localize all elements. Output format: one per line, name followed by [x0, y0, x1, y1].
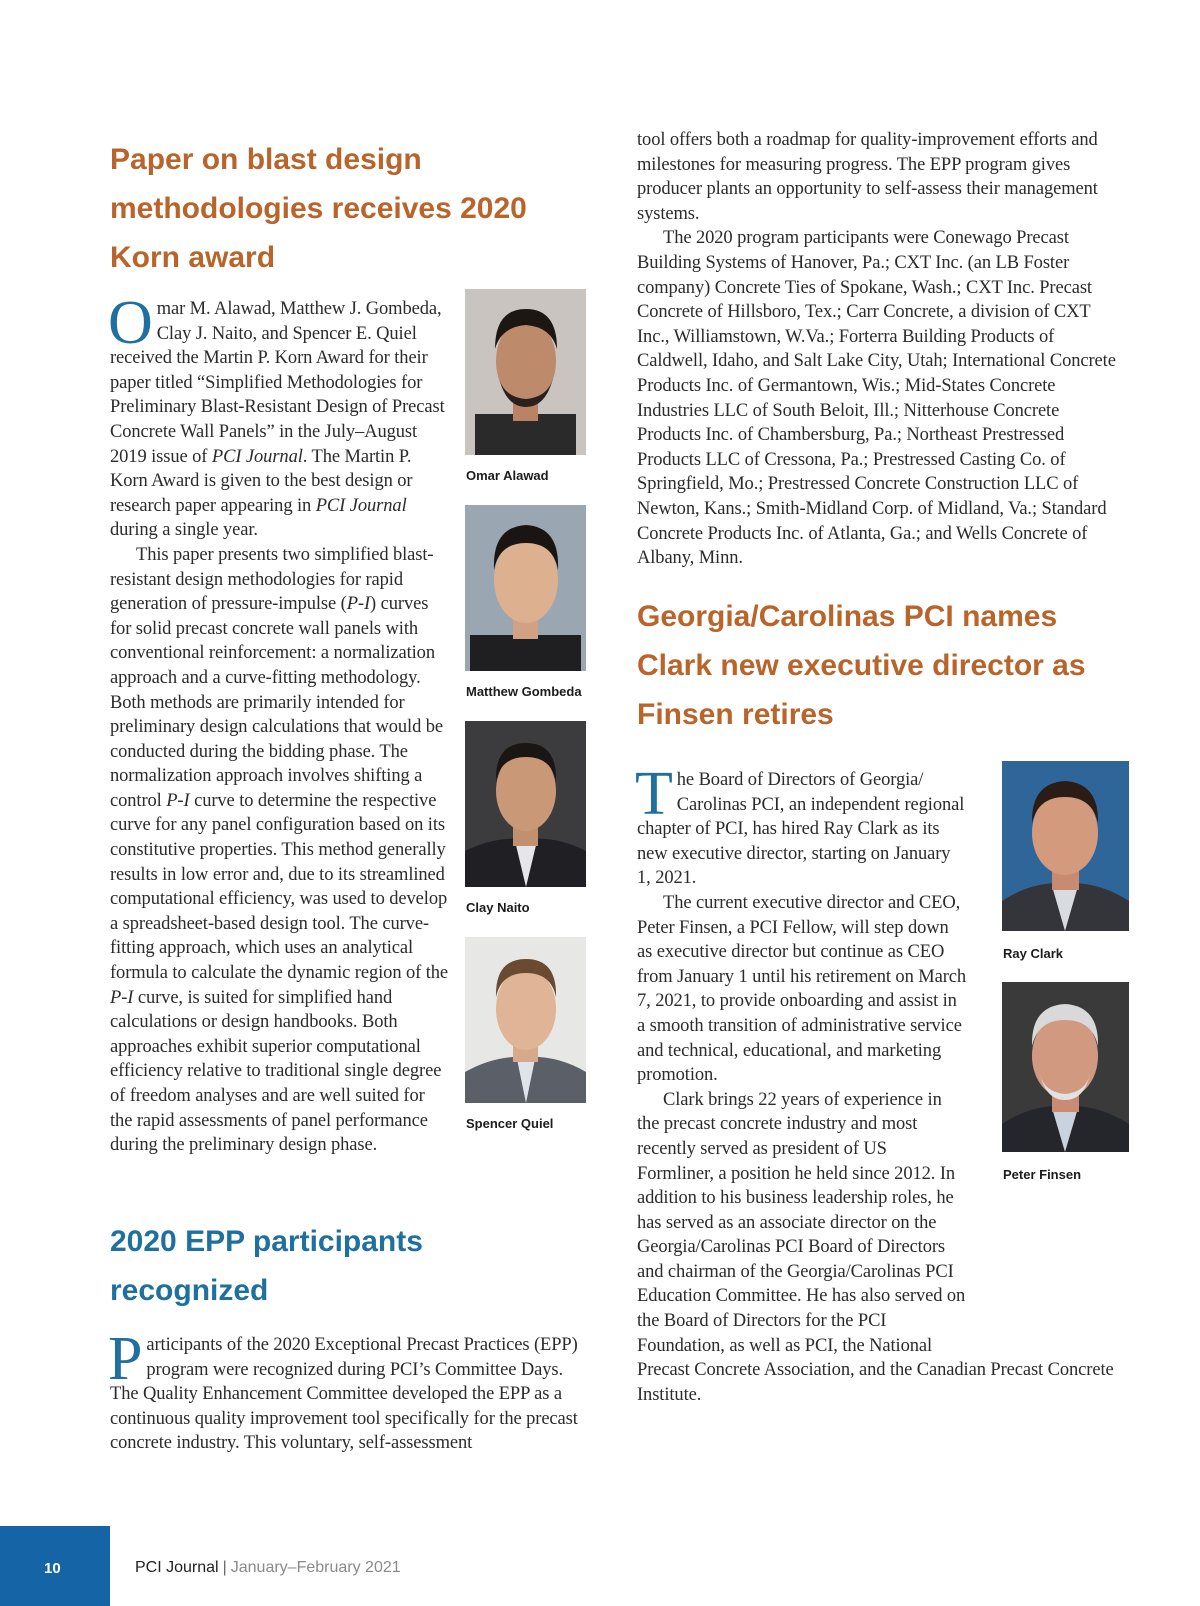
drop-cap: P [108, 1325, 143, 1393]
footer-separator: | [222, 1559, 227, 1576]
caption-omar-alawad: Omar Alawad [466, 468, 549, 483]
footer-running-title [135, 1559, 401, 1577]
caption-matthew-gombeda: Matthew Gombeda [466, 684, 582, 699]
caption-spencer-quiel: Spencer Quiel [466, 1116, 554, 1131]
caption-ray-clark: Ray Clark [1003, 946, 1063, 961]
article2-body-start: Participants of the 2020 Exceptional Precast Practices (EPP) program were recognized during PCI’s Committee Days. The Quality Enhancement Committee developed the EPP as a continuous quality improvement tool specifically for the precast concrete industry. This voluntary, self-assessment [108, 1325, 578, 1454]
article2-headline: 2020 EPP participants recognized [110, 1225, 423, 1307]
photo-omar-alawad [465, 289, 586, 455]
page-number: 10 [44, 1560, 61, 1577]
drop-cap: O [108, 289, 153, 357]
photo-spencer-quiel [465, 937, 586, 1103]
article3-body: The Board of Directors of Georgia/ Carolinas PCI, an independent regional chapter of PCI, has hired Ray Clark as its new executive director, starting on January 1, 2021. The current executive director and CEO, Peter Finsen, a PCI Fellow, will step down as executive director but continue as CEO from January 1 until his retirement on March 7, 2021, to provide onboarding and assist in a smooth transition of administrative service and technical, educational, and marketing promotion. Clark brings 22 years of experience in the precast concrete industry and most recently served as president of US Formliner, a position he held since 2012. In addition to his business leadership roles, he has served as an associate director on the Georgia/Carolinas PCI Board of Directors and chairman of the Georgia/Carolinas PCI Education Committee. He has also served on the Board of Directors for the PCI Foundation, as well as PCI, the National Precast Concrete Association, and the Canadian Precast Concrete Institute. [637, 768, 1127, 1407]
photo-peter-finsen [1002, 982, 1129, 1152]
article3-headline: Georgia/Carolinas PCI names Clark new executive director as Finsen retires [637, 600, 1086, 731]
drop-cap: T [635, 760, 673, 828]
caption-peter-finsen: Peter Finsen [1003, 1167, 1082, 1182]
footer-journal: PCI Journal [135, 1559, 219, 1576]
article2-body-continued: tool offers both a roadmap for quality-improvement efforts and milestones for measuring progress. The EPP program gives producer plants an opportunity to self-assess their management systems. The 2020 program participants were Conewago Precast Building Systems of Hanover, Pa.; CXT Inc. (an LB Foster company) Concrete Ties of Spokane, Wash.; CXT Inc. Precast Concrete of Hillsboro, Tex.; Carr Concrete, a division of CXT Inc., Williamstown, W.Va.; Forterra Building Products of Caldwell, Idaho, and Salt Lake City, Utah; International Concrete Products Inc. of Germantown, Wis.; Mid-States Concrete Industries LLC of South Beloit, Ill.; Nitterhouse Concrete Products Inc. of Chambersburg, Pa.; Northeast Prestressed Products LLC of Cressona, Pa.; Prestressed Casting Co. of Springfield, Mo.; Prestressed Concrete Construction LLC of Newton, Kans.; Smith-Midland Corp. of Midland, Va.; Standard Concrete Products Inc. of Atlanta, Ga.; and Wells Concrete of Albany, Minn. [637, 130, 1116, 569]
caption-clay-naito: Clay Naito [466, 900, 530, 915]
photo-clay-naito [465, 721, 586, 887]
article1-body-top: Omar M. Alawad, Matthew J. Gombeda, Clay J. Naito, and Spencer E. Quiel received the Martin P. Korn Award for their paper titled “Simplified Methodologies for Preliminary Blast-Resistant Design of Precast Concrete Wall Panels” in the July–August 2019 issue of PCI Journal. The Martin P. Korn Award is given to the best design or research paper appearing in PCI Journal during a single year. This paper presents two simplified blast-resistant design methodologies for rapid generation of pressure-impulse (P-I) curves for solid precast concrete wall panels with conventional reinforcement: a normalization approach and a curve-fitting methodology. Both methods are primarily intended for preliminary design calculations that would be conducted during the bidding phase. The normalization approach involves shifting a control P-I curve to determine the respective curve for any panel configuration based on its constitutive properties. This method generally results in low error and, due to its streamlined computational efficiency, was used to develop a spreadsheet-based design tool. The curve-fitting approach, which uses an analytical formula to calculate the dynamic region of the P-I curve, is suited for simplified hand calculations or design handbooks. Both approaches exhibit superior computational efficiency relative to traditional single degree of freedom analyses and are well suited for the rapid assessments of panel performance during the preliminary design phase. [108, 289, 449, 1156]
photo-matthew-gombeda [465, 505, 586, 671]
article1-headline: Paper on blast design methodologies receives 2020 Korn award [110, 143, 527, 274]
photo-ray-clark [1002, 761, 1129, 931]
footer-issue: January–February 2021 [230, 1559, 401, 1576]
